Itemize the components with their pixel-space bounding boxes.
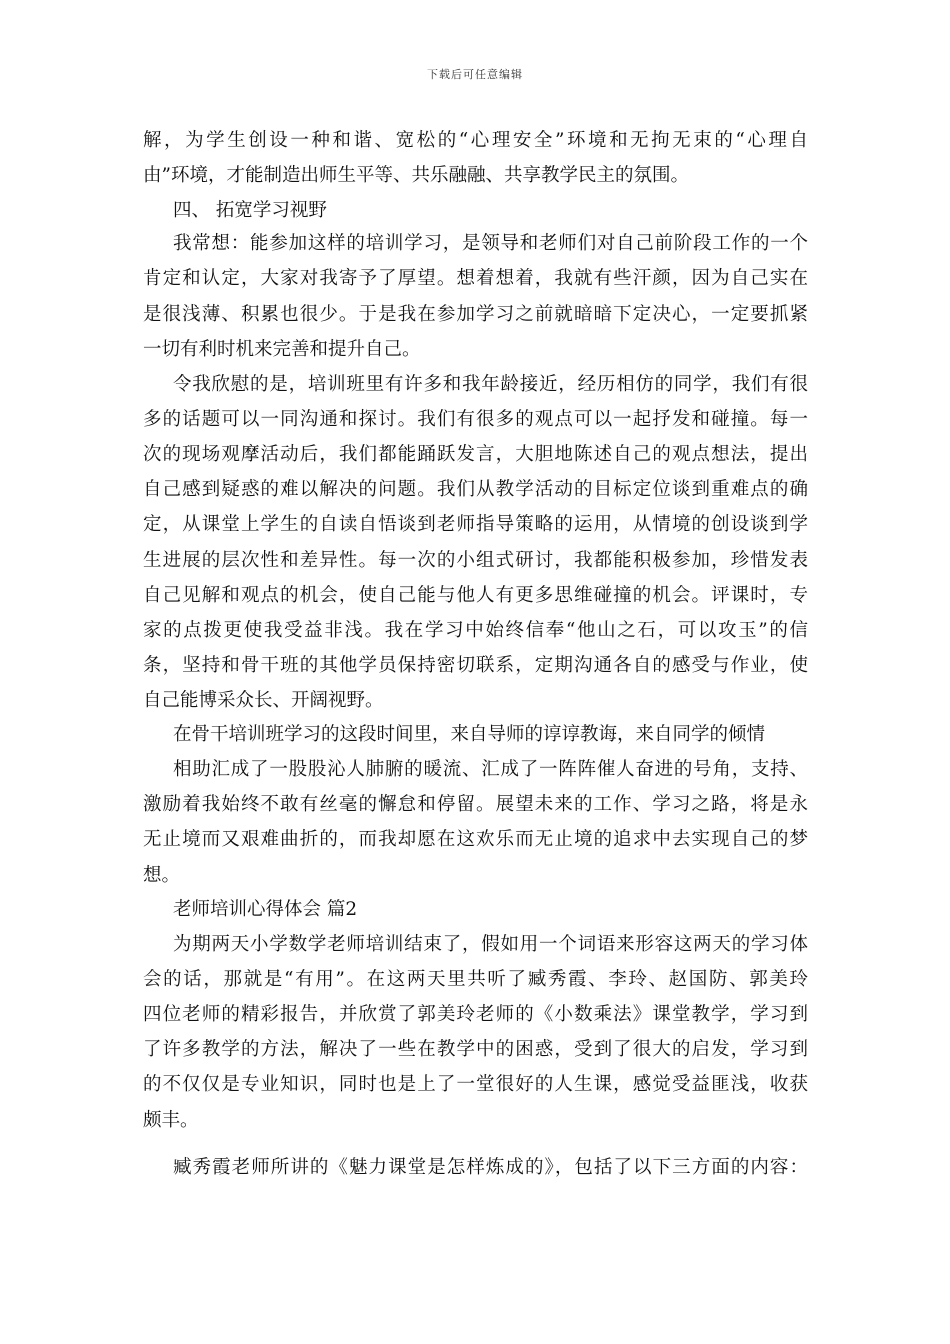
text-line: 由”环境，才能制造出师生平等、共乐融融、共享教学民主的氛围。 — [143, 165, 689, 186]
text-line: 是很浅薄、积累也很少。于是我在参加学习之前就暗暗下定决心，一定要抓紧 — [143, 304, 808, 325]
text-line: 颇丰。 — [143, 1110, 199, 1131]
text-line: 多的话题可以一同沟通和探讨。我们有很多的观点可以一起抒发和碰撞。每一 — [143, 409, 808, 430]
text-line: 次的现场观摩活动后，我们都能踊跃发言，大胆地陈述自己的观点想法，提出 — [143, 444, 808, 465]
text-line: 为期两天小学数学老师培训结束了，假如用一个词语来形容这两天的学习体 — [173, 934, 808, 955]
text-line: 在骨干培训班学习的这段时间里，来自导师的谆谆教诲，来自同学的倾情 — [173, 724, 766, 745]
text-line: 无止境而又艰难曲折的，而我却愿在这欢乐而无止境的追求中去实现自己的梦 — [143, 829, 808, 850]
text-line: 想。 — [143, 865, 181, 886]
text-line: 解，为学生创设一种和谐、宽松的“心理安全”环境和无拘无束的“心理自 — [143, 130, 808, 151]
page-header: 下载后可任意编辑 — [427, 68, 523, 81]
text-line: 了许多教学的方法，解决了一些在教学中的困惑，受到了很大的启发，学习到 — [143, 1039, 808, 1060]
text-line: 四、 拓宽学习视野 — [173, 200, 327, 221]
text-line: 我常想：能参加这样的培训学习，是领导和老师们对自己前阶段工作的一个 — [173, 233, 808, 254]
text-line: 的不仅仅是专业知识，同时也是上了一堂很好的人生课，感觉受益匪浅，收获 — [143, 1074, 808, 1095]
text-line: 激励着我始终不敢有丝毫的懈怠和停留。展望未来的工作、学习之路，将是永 — [143, 794, 808, 815]
text-line: 会的话，那就是“有用”。在这两天里共听了臧秀霞、李玲、赵国防、郭美玲 — [143, 969, 808, 990]
text-line: 条，坚持和骨干班的其他学员保持密切联系，定期沟通各自的感受与作业，使 — [143, 655, 808, 676]
text-line: 定，从课堂上学生的自读自悟谈到老师指导策略的运用，从情境的创设谈到学 — [143, 514, 808, 535]
text-line: 臧秀霞老师所讲的《魅力课堂是怎样炼成的》，包括了以下三方面的内容： — [173, 1157, 808, 1178]
text-line: 自己见解和观点的机会，使自己能与他人有更多思维碰撞的机会。评课时，专 — [143, 585, 808, 606]
text-line: 家的点拨更使我受益非浅。我在学习中始终信奉“他山之石，可以攻玉”的信 — [143, 620, 808, 641]
text-line: 令我欣慰的是，培训班里有许多和我年龄接近，经历相仿的同学，我们有很 — [173, 374, 808, 395]
text-line: 一切有利时机来完善和提升自己。 — [143, 339, 421, 360]
text-line: 自己感到疑惑的难以解决的问题。我们从教学活动的目标定位谈到重难点的确 — [143, 479, 808, 500]
text-line: 相助汇成了一股股沁人肺腑的暖流、汇成了一阵阵催人奋进的号角，支持、 — [173, 759, 808, 780]
text-line: 老师培训心得体会 篇2 — [173, 899, 358, 920]
text-line: 自己能博采众长、开阔视野。 — [143, 690, 384, 711]
text-line: 肯定和认定，大家对我寄予了厚望。想着想着，我就有些汗颜，因为自己实在 — [143, 268, 808, 289]
text-line: 生进展的层次性和差异性。每一次的小组式研讨，我都能积极参加，珍惜发表 — [143, 550, 808, 571]
text-line: 四位老师的精彩报告，并欣赏了郭美玲老师的《小数乘法》课堂教学，学习到 — [143, 1004, 808, 1025]
